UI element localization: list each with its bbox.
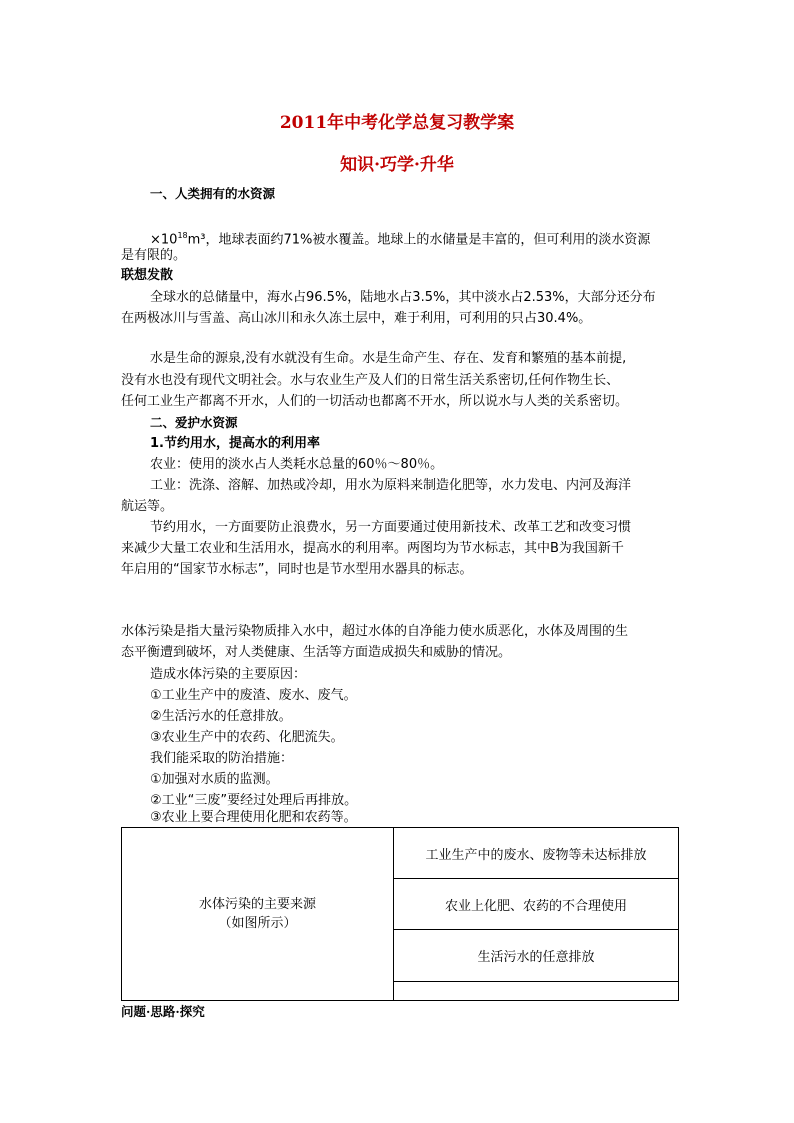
measure-item: ①加强对水质的监测。 — [150, 772, 279, 787]
section1-heading: 一、人类拥有的水资源 — [150, 186, 276, 201]
ind-line1: 工业：洗涤、溶解、加热或冷却，用水为原料来制造化肥等，水力发电、内河及海洋 — [150, 478, 632, 493]
measures-heading: 我们能采取的防治措施： — [150, 751, 294, 766]
think-heading: 联想发散 — [121, 268, 174, 283]
table-row-empty — [394, 982, 679, 1001]
table-left-cell — [122, 828, 394, 1001]
causes-heading: 造成水体污染的主要原因： — [150, 667, 307, 682]
table-row: 生活污水的任意排放 — [394, 930, 679, 982]
cause-item: ③农业生产中的农药、化肥流失。 — [150, 730, 344, 745]
footer-heading: 问题·思路·探究 — [121, 1004, 205, 1019]
section2-sub1: 1.节约用水，提高水的利用率 — [150, 436, 320, 451]
para-superscript: 18 — [177, 231, 188, 240]
cause-item: ②生活污水的任意排放。 — [150, 709, 292, 724]
life-line3: 任何工业生产都离不开水，人们的一切活动也都离不开水，所以说水与人类的关系密切。 — [121, 394, 629, 409]
measure-item: ②工业“三废”要经过处理后再排放。 — [150, 793, 358, 808]
document-title: 2011年中考化学总复习教学案 — [279, 113, 515, 133]
para-prefix: ×10 — [150, 232, 178, 248]
section1-para-line1 — [150, 225, 650, 250]
pollution-sources-table — [121, 827, 679, 1001]
think-line1: 全球水的总储量中，海水占96.5%，陆地水占3.5%，其中淡水占2.53%，大部分还分布 — [150, 290, 656, 305]
document-subtitle: 知识·巧学·升华 — [340, 155, 454, 175]
ind-line2: 航运等。 — [121, 499, 174, 514]
pollution-def-line1: 水体污染是指大量污染物质排入水中，超过水体的自净能力使水质恶化，水体及周围的生 — [121, 624, 629, 639]
save-line3: 年启用的“国家节水标志”，同时也是节水型用水器具的标志。 — [121, 562, 473, 577]
para-line1-text: m³，地球表面约71%被水覆盖。地球上的水储量是丰富的，但可利用的淡水资源 — [187, 232, 651, 248]
life-line1: 水是生命的源泉,没有水就没有生命。水是生命产生、存在、发育和繁殖的基本前提, — [150, 351, 627, 366]
save-line1: 节约用水，一方面要防止浪费水，另一方面要通过使用新技术、改革工艺和改变习惯 — [150, 520, 632, 535]
table-left-line2: （如图所示） — [218, 916, 297, 931]
table-left-line1: 水体污染的主要来源 — [198, 897, 316, 912]
pollution-def-line2: 态平衡遭到破坏，对人类健康、生活等方面造成损失和威胁的情况。 — [121, 645, 512, 660]
cause-item: ①工业生产中的废渣、废水、废气。 — [150, 688, 357, 703]
table-row: 农业上化肥、农药的不合理使用 — [394, 879, 679, 930]
table-row: 工业生产中的废水、废物等未达标排放 — [394, 828, 679, 879]
think-line2: 在两极冰川与雪盖、高山冰川和永久冻土层中，难于利用，可利用的只占30.4%。 — [121, 311, 592, 326]
agri-line: 农业：使用的淡水占人类耗水总量的60％～80％。 — [150, 457, 444, 472]
section2-heading: 二、爱护水资源 — [150, 415, 238, 430]
save-line2: 来减少大量工农业和生活用水，提高水的利用率。两图均为节水标志，其中B为我国新千 — [121, 541, 624, 556]
life-line2: 没有水也没有现代文明社会。水与农业生产及人们的日常生活关系密切,任何作物生长、 — [121, 373, 620, 388]
section1-para-line2: 是有限的。 — [121, 248, 187, 263]
measure-item: ③农业上要合理使用化肥和农药等。 — [150, 810, 357, 825]
